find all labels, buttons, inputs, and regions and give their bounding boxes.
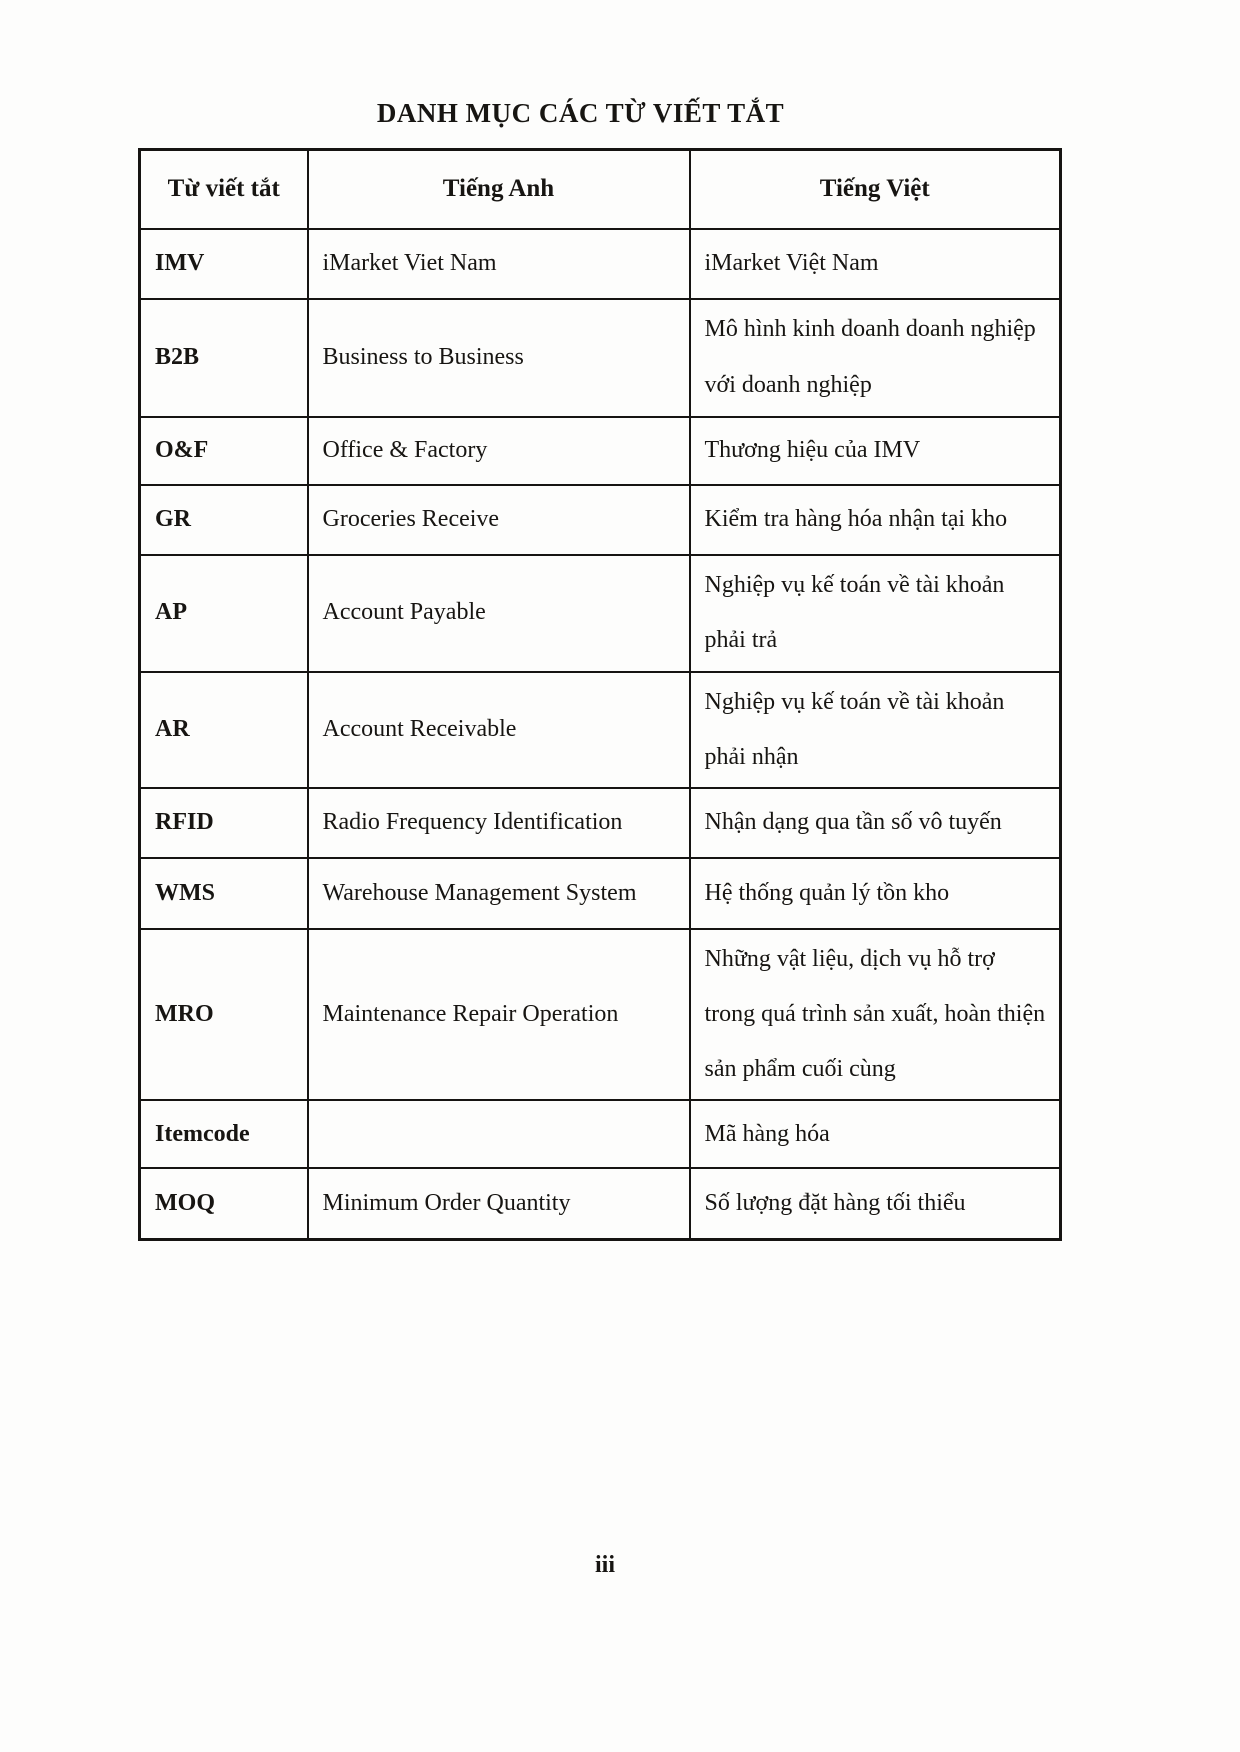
abbr-cell: B2B bbox=[140, 299, 308, 417]
vietnamese-cell: Mô hình kinh doanh doanh nghiệp với doanh nghiệp bbox=[690, 299, 1061, 417]
header-vietnamese: Tiếng Việt bbox=[690, 150, 1061, 229]
vietnamese-cell: Mã hàng hóa bbox=[690, 1100, 1061, 1168]
abbr-cell: MOQ bbox=[140, 1168, 308, 1239]
vietnamese-cell: Nhận dạng qua tần số vô tuyến bbox=[690, 788, 1061, 858]
abbr-cell: Itemcode bbox=[140, 1100, 308, 1168]
table-row bbox=[140, 858, 1061, 929]
vietnamese-cell: Thương hiệu của IMV bbox=[690, 417, 1061, 485]
english-cell: Office & Factory bbox=[308, 417, 690, 485]
abbreviations-table bbox=[138, 148, 1062, 1241]
english-cell bbox=[308, 1100, 690, 1168]
vietnamese-cell: Số lượng đặt hàng tối thiểu bbox=[690, 1168, 1061, 1239]
page-title: DANH MỤC CÁC TỪ VIẾT TẮT bbox=[376, 98, 785, 128]
vietnamese-cell: Nghiệp vụ kế toán về tài khoản phải nhận bbox=[690, 672, 1061, 788]
table-row bbox=[140, 929, 1061, 1101]
abbr-cell: IMV bbox=[140, 229, 308, 299]
table-header-row bbox=[140, 150, 1061, 229]
abbr-cell: AR bbox=[140, 672, 308, 788]
header-english: Tiếng Anh bbox=[308, 150, 690, 229]
abbr-cell: MRO bbox=[140, 929, 308, 1101]
header-abbreviation: Từ viết tắt bbox=[140, 150, 308, 229]
english-cell: Account Receivable bbox=[308, 672, 690, 788]
english-cell: Maintenance Repair Operation bbox=[308, 929, 690, 1101]
table-row bbox=[140, 672, 1061, 788]
table-row bbox=[140, 485, 1061, 555]
table-row bbox=[140, 417, 1061, 485]
english-cell: iMarket Viet Nam bbox=[308, 229, 690, 299]
table-row bbox=[140, 788, 1061, 858]
table-row bbox=[140, 1168, 1061, 1239]
vietnamese-cell: Kiểm tra hàng hóa nhận tại kho bbox=[690, 485, 1061, 555]
abbr-cell: RFID bbox=[140, 788, 308, 858]
english-cell: Business to Business bbox=[308, 299, 690, 417]
table-row bbox=[140, 1100, 1061, 1168]
english-cell: Warehouse Management System bbox=[308, 858, 690, 929]
vietnamese-cell: Hệ thống quản lý tồn kho bbox=[690, 858, 1061, 929]
abbr-cell: AP bbox=[140, 555, 308, 672]
abbr-cell: O&F bbox=[140, 417, 308, 485]
english-cell: Account Payable bbox=[308, 555, 690, 672]
table-row bbox=[140, 299, 1061, 417]
english-cell: Minimum Order Quantity bbox=[308, 1168, 690, 1239]
page-number: iii bbox=[594, 1552, 615, 1578]
vietnamese-cell: Nghiệp vụ kế toán về tài khoản phải trả bbox=[690, 555, 1061, 672]
abbr-cell: WMS bbox=[140, 858, 308, 929]
table-row bbox=[140, 555, 1061, 672]
english-cell: Groceries Receive bbox=[308, 485, 690, 555]
vietnamese-cell: Những vật liệu, dịch vụ hỗ trợ trong quá trình sản xuất, hoàn thiện sản phẩm cuối cùng bbox=[690, 929, 1061, 1101]
table-row bbox=[140, 229, 1061, 299]
abbr-cell: GR bbox=[140, 485, 308, 555]
vietnamese-cell: iMarket Việt Nam bbox=[690, 229, 1061, 299]
english-cell: Radio Frequency Identification bbox=[308, 788, 690, 858]
